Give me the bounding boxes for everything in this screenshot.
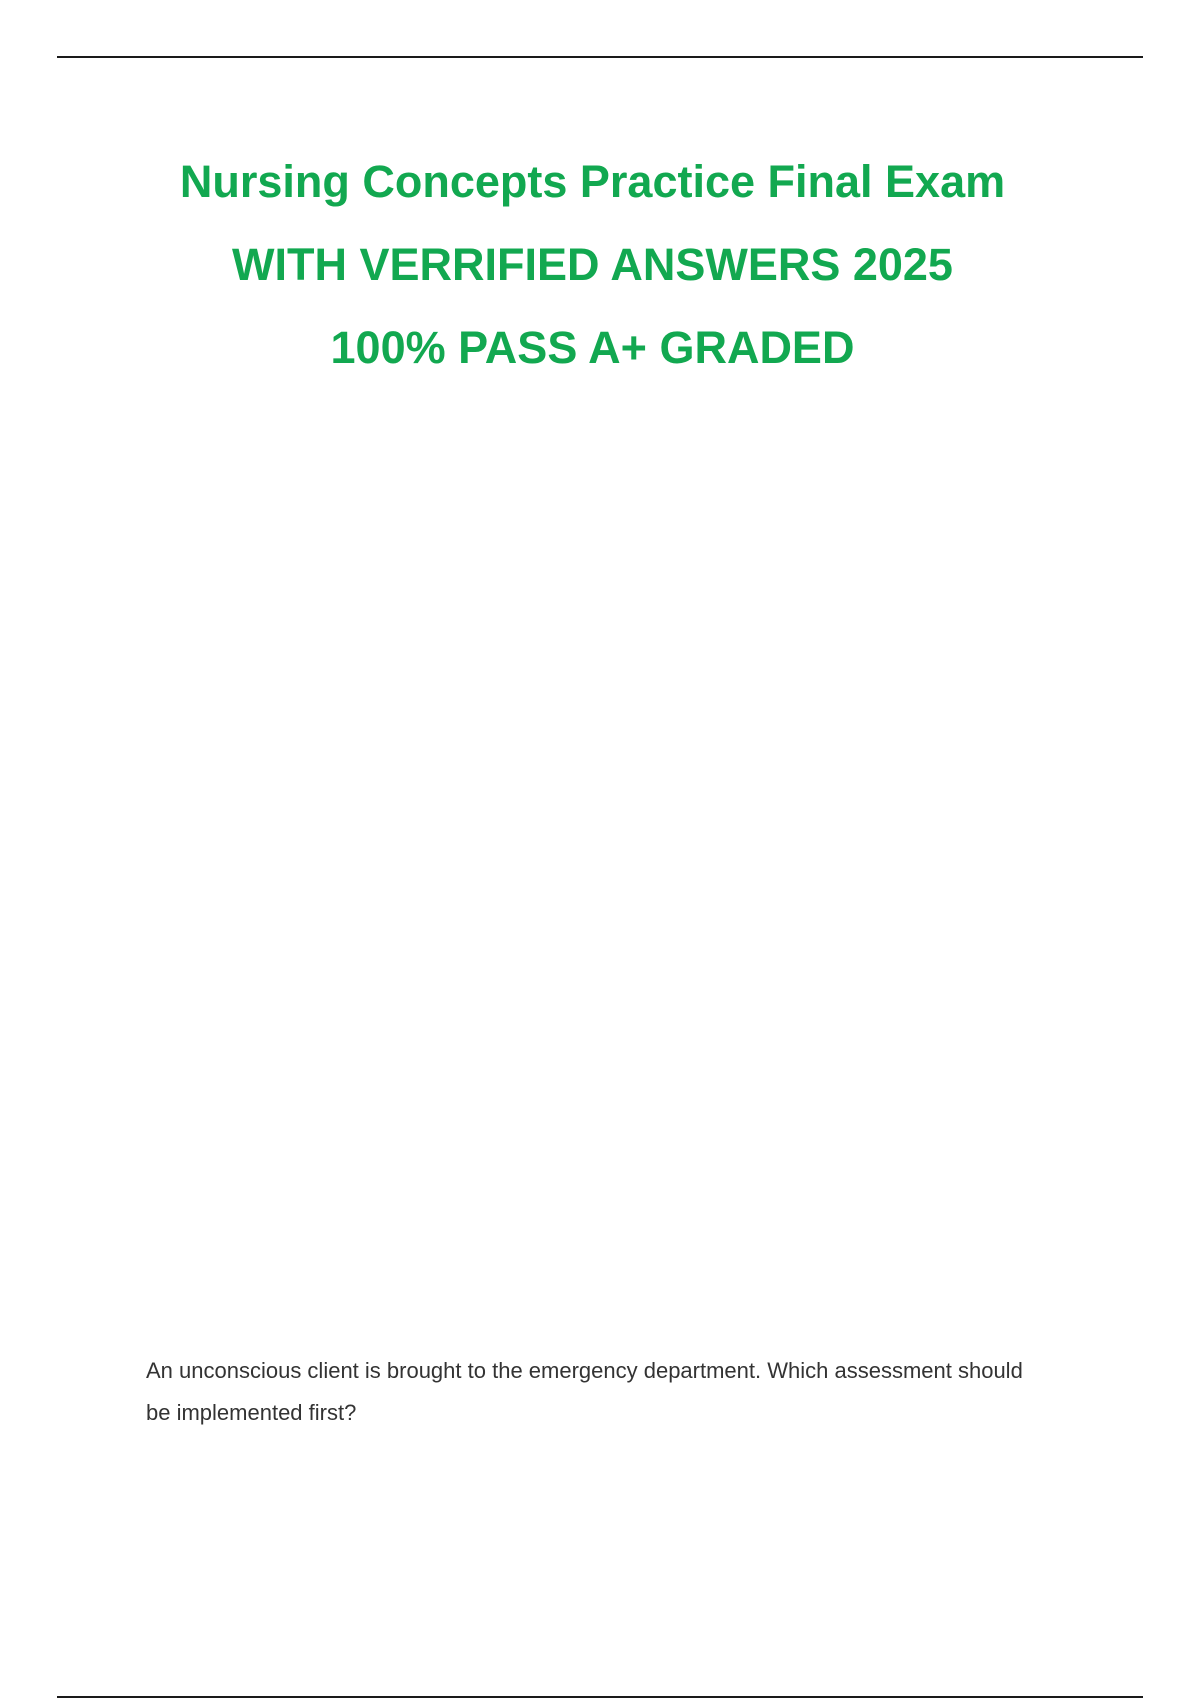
header-rule xyxy=(57,56,1143,58)
footer-rule xyxy=(57,1696,1143,1698)
question-text: An unconscious client is brought to the emergency department. Which assessment should be implemented first? xyxy=(146,1358,1023,1425)
document-title xyxy=(0,140,1185,389)
title-line-3: 100% PASS A+ GRADED xyxy=(330,322,855,373)
title-line-2: WITH VERRIFIED ANSWERS 2025 xyxy=(232,239,953,290)
title-line-1: Nursing Concepts Practice Final Exam xyxy=(179,156,1006,207)
